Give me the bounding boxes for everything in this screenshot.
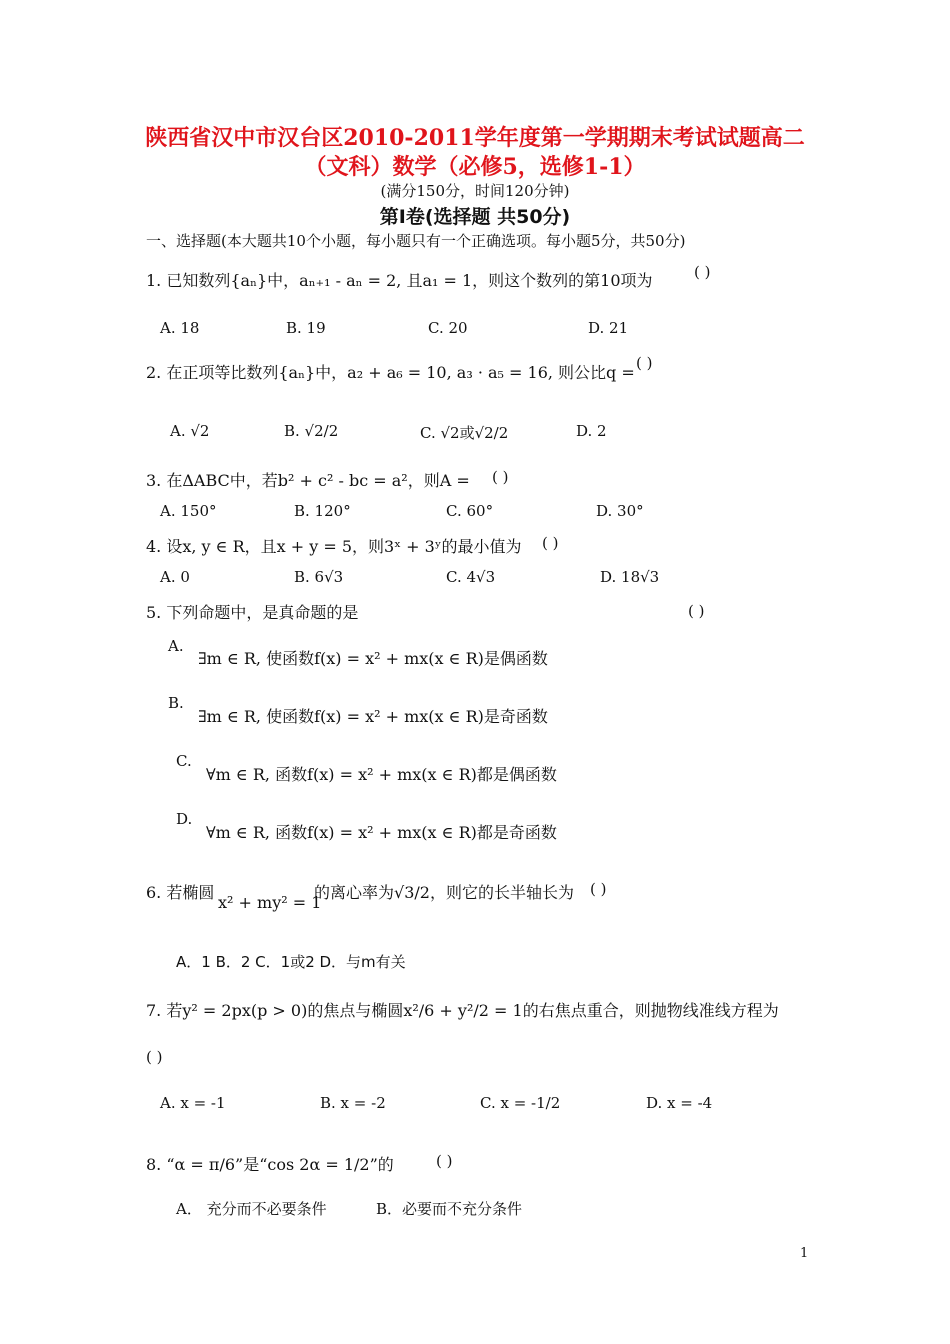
option-b: B. 19: [286, 319, 326, 337]
option-d: D. 2: [576, 422, 607, 440]
question-number: 1.: [146, 271, 162, 290]
option-a: A. 150°: [160, 502, 217, 520]
question-6-equation: x² + my² = 1: [218, 893, 322, 912]
question-number: 7.: [146, 1001, 162, 1020]
answer-blank: ( ): [492, 468, 509, 486]
option-d: D. x = -4: [646, 1094, 713, 1112]
question-number: 5.: [146, 603, 162, 622]
exam-info: (满分150分，时间120分钟): [380, 182, 570, 200]
question-1: [146, 268, 653, 291]
option-b: B. 120°: [294, 502, 351, 520]
question-3: [146, 468, 470, 491]
question-6: [146, 880, 214, 903]
option-c: C. x = -1/2: [480, 1094, 561, 1112]
answer-blank: ( ): [590, 880, 607, 898]
question-number: 3.: [146, 471, 162, 490]
option-b-text: ∃m ∈ R, 使函数f(x) = x² + mx(x ∈ R)是奇函数: [198, 707, 548, 726]
answer-blank: ( ): [146, 1048, 163, 1066]
question-5: [146, 600, 358, 623]
option-c: C.: [176, 752, 192, 770]
option-c-text: ∀m ∈ R, 函数f(x) = x² + mx(x ∈ R)都是偶函数: [206, 765, 557, 784]
option-d: D. 30°: [596, 502, 644, 520]
question-text: 若椭圆: [166, 883, 215, 902]
question-text: 已知数列{aₙ}中，aₙ₊₁ - aₙ = 2, 且a₁ = 1，则这个数列的第10项为: [166, 271, 653, 290]
option-a: A. 0: [160, 568, 190, 586]
question-number: 2.: [146, 363, 162, 382]
question-number: 4.: [146, 537, 162, 556]
question-6-text-continued: 的离心率为√3/2，则它的长半轴长为: [314, 883, 574, 902]
section-heading: 第Ⅰ卷(选择题 共50分): [379, 206, 571, 228]
option-a-text: ∃m ∈ R, 使函数f(x) = x² + mx(x ∈ R)是偶函数: [198, 649, 548, 668]
question-number: 6.: [146, 883, 162, 902]
option-b: B.: [168, 694, 184, 712]
option-b: B. √2/2: [284, 422, 339, 440]
question-7: [146, 998, 779, 1021]
option-b: B. 6√3: [294, 568, 344, 586]
option-b: B．必要而不充分条件: [376, 1200, 523, 1218]
question-number: 8.: [146, 1155, 162, 1174]
answer-blank: ( ): [542, 534, 559, 552]
question-text: 设x, y ∈ R，且x + y = 5，则3ˣ + 3ʸ的最小值为: [166, 537, 522, 556]
exam-title-line1: 陕西省汉中市汉台区2010-2011学年度第一学期期末考试试题高二: [145, 125, 805, 151]
question-text: 在正项等比数列{aₙ}中，a₂ + a₆ = 10, a₃ · a₅ = 16, 则公比q =: [166, 363, 635, 382]
option-c: C. 60°: [446, 502, 494, 520]
option-a: A． 充分而不必要条件: [176, 1200, 327, 1218]
section-instructions: 一、选择题(本大题共10个小题，每小题只有一个正确选项。每小题5分，共50分): [146, 232, 686, 250]
option-a: A. 18: [160, 319, 200, 337]
option-d: D. 21: [588, 319, 629, 337]
question-8: [146, 1152, 394, 1175]
option-d: D.: [176, 810, 193, 828]
question-4: [146, 534, 522, 557]
option-c: C. √2或√2/2: [420, 424, 509, 442]
exam-title-line2: （文科）数学（必修5，选修1-1）: [304, 154, 646, 180]
option-c: C. 4√3: [446, 568, 496, 586]
option-a: A. √2: [170, 422, 210, 440]
question-6-options: A．1 B．2 C．1或2 D．与m有关: [176, 953, 406, 971]
question-text: “α = π/6”是“cos 2α = 1/2”的: [166, 1155, 394, 1174]
option-a: A. x = -1: [160, 1094, 226, 1112]
answer-blank: ( ): [688, 602, 705, 620]
page-number: 1: [800, 1246, 809, 1261]
question-2: [146, 360, 635, 383]
answer-blank: ( ): [436, 1152, 453, 1170]
option-d-text: ∀m ∈ R, 函数f(x) = x² + mx(x ∈ R)都是奇函数: [206, 823, 557, 842]
option-a: A.: [168, 637, 184, 655]
question-text: 下列命题中，是真命题的是: [166, 603, 359, 622]
option-d: D. 18√3: [600, 568, 660, 586]
option-c: C. 20: [428, 319, 468, 337]
option-b: B. x = -2: [320, 1094, 386, 1112]
question-text: 在ΔABC中，若b² + c² - bc = a²，则A =: [166, 471, 470, 490]
answer-blank: ( ): [636, 354, 653, 372]
answer-blank: ( ): [694, 263, 711, 281]
question-text: 若y² = 2px(p > 0)的焦点与椭圆x²/6 + y²/2 = 1的右焦点重合，则抛物线准线方程为: [166, 1001, 779, 1020]
